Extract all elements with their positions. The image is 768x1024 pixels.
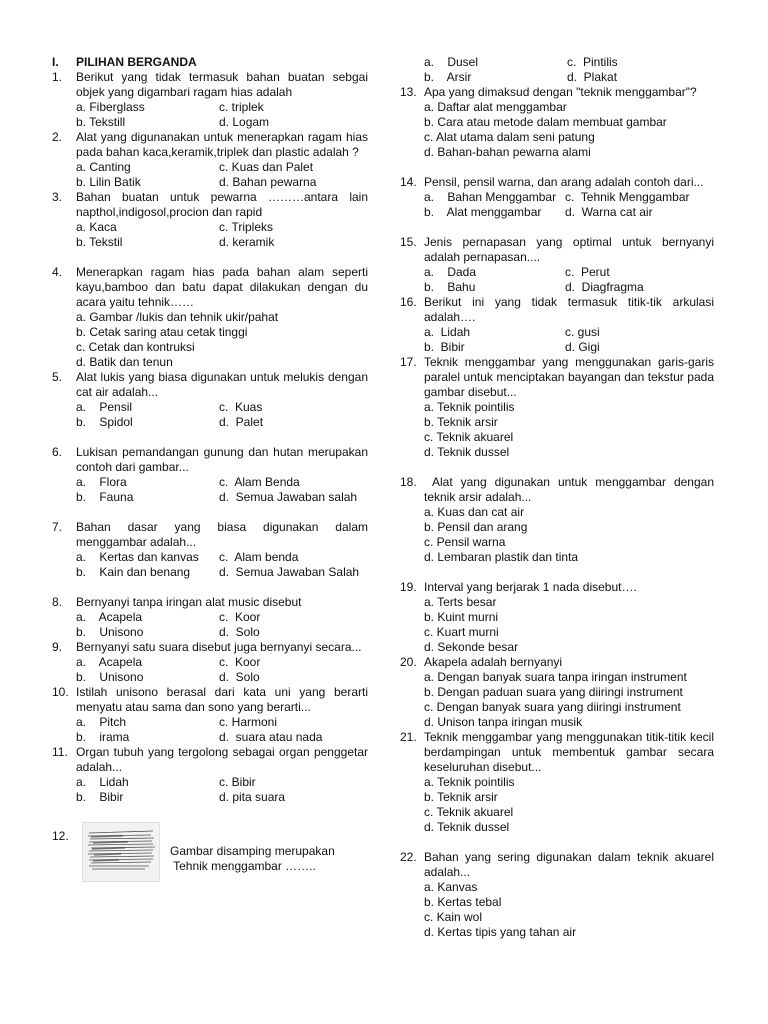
option-d[interactable]: d. keramik [219, 235, 275, 249]
option-a[interactable]: a. Fiberglass [76, 100, 145, 114]
option-row [52, 490, 368, 505]
option-row [400, 265, 714, 280]
option-a[interactable]: a. Dusel [424, 55, 479, 69]
question-stem: Bernyanyi tanpa iringan alat music disebut [76, 595, 302, 609]
option-row [52, 715, 368, 730]
question-stem: Bernyanyi satu suara disebut juga bernyanyi secara... [76, 640, 362, 654]
option-b[interactable]: b. Teknik arsir [424, 790, 498, 804]
option-a[interactable]: a. Bahan Menggambar [424, 190, 557, 204]
question-13 [400, 85, 714, 100]
question-10 [52, 685, 368, 715]
hatching-sample-drawing [83, 823, 159, 881]
question-16 [400, 295, 714, 325]
question-number: 20. [400, 655, 417, 669]
option-d[interactable]: d. suara atau nada [219, 730, 323, 744]
option-c[interactable]: c. Bibir [219, 775, 256, 789]
option-c[interactable]: c. Alam Benda [219, 475, 300, 489]
option-d[interactable]: d. Batik dan tenun [76, 355, 173, 369]
option-a[interactable]: a. Acapela [76, 610, 143, 624]
question-stem: Berikut ini yang tidak termasuk titik-tik arkulasi adalah…. [424, 295, 714, 324]
option-c[interactable]: c. Koor [219, 655, 261, 669]
option-a[interactable]: a. Pensil [76, 400, 133, 414]
option-row [52, 610, 368, 625]
option-b[interactable]: b. Spidol [76, 415, 133, 429]
option-row [52, 235, 368, 250]
option-b[interactable]: b. Fauna [76, 490, 134, 504]
option-a[interactable]: a. Kanvas [424, 880, 478, 894]
option-b[interactable]: b. Kain dan benang [76, 565, 191, 579]
option-b[interactable]: b. Unisono [76, 670, 144, 684]
question-stem: Jenis pernapasan yang optimal untuk bernyanyi adalah pernapasan.... [424, 235, 714, 264]
option-c[interactable]: c. Pensil warna [424, 535, 506, 549]
option-row [52, 775, 368, 790]
question-number: 17. [400, 355, 417, 369]
question-12 [52, 822, 368, 892]
option-a[interactable]: a. Pitch [76, 715, 127, 729]
question-number: 21. [400, 730, 417, 744]
option-a[interactable]: a. Terts besar [424, 595, 497, 609]
section-number: I. [52, 55, 59, 69]
option-c[interactable]: c. triplek [219, 100, 264, 114]
option-d[interactable]: d. Solo [219, 625, 260, 639]
option-c[interactable]: c. Teknik akuarel [424, 805, 514, 819]
section-heading [52, 55, 368, 70]
question-stem: Organ tubuh yang tergolong sebagai organ penggetar adalah... [76, 745, 368, 774]
option-d[interactable]: d. Teknik dussel [424, 820, 510, 834]
option-a[interactable]: a. Kuas dan cat air [424, 505, 525, 519]
option-a[interactable]: a. Teknik pointilis [424, 400, 515, 414]
left-column [52, 55, 368, 892]
question-stem: Pensil, pensil warna, dan arang adalah contoh dari... [424, 175, 704, 189]
question-stem: Menerapkan ragam hias pada bahan alam seperti kayu,bamboo dan batu dapat dilakukan dengan du acara yaitu tehnik…… [76, 265, 368, 309]
option-b[interactable]: b. Cara atau metode dalam membuat gambar [424, 115, 667, 129]
option-row [52, 730, 368, 745]
option-list [400, 775, 714, 835]
question-number: 5. [52, 370, 63, 384]
question-stem: Interval yang berjarak 1 nada disebut…. [424, 580, 637, 594]
option-a[interactable]: a. Teknik pointilis [424, 775, 515, 789]
option-c[interactable]: c. Kuas [219, 400, 263, 414]
question-number: 1. [52, 70, 63, 84]
option-d[interactable]: d. pita suara [219, 790, 286, 804]
option-b[interactable]: b. Kuint murni [424, 610, 499, 624]
question-number: 15. [400, 235, 417, 249]
question-number: 3. [52, 190, 63, 204]
option-d[interactable]: d. Solo [219, 670, 260, 684]
option-row [52, 670, 368, 685]
option-a[interactable]: a. Canting [76, 160, 131, 174]
question-stem: Bahan yang sering digunakan dalam teknik akuarel adalah... [424, 850, 714, 879]
option-c[interactable]: c. Harmoni [219, 715, 278, 729]
question-number: 14. [400, 175, 417, 189]
question-21 [400, 730, 714, 775]
option-b[interactable]: b. Arsir [424, 70, 472, 84]
option-b[interactable]: b. Pensil dan arang [424, 520, 528, 534]
question-stem: Teknik menggambar yang menggunakan garis-garis paralel untuk menciptakan bayangan dan tekstur pada gambar disebut... [424, 355, 714, 399]
option-list [400, 505, 714, 565]
question-stem: Apa yang dimaksud dengan "teknik menggambar"? [424, 85, 697, 99]
option-a[interactable]: a. Lidah [424, 325, 471, 339]
option-row [400, 70, 714, 85]
option-list [400, 670, 714, 730]
option-list [400, 880, 714, 940]
option-c[interactable]: c. Kuas dan Palet [219, 160, 314, 174]
option-row [52, 115, 368, 130]
option-row [52, 655, 368, 670]
option-row [52, 175, 368, 190]
option-a[interactable]: a. Kertas dan kanvas [76, 550, 199, 564]
question-number: 18. [400, 475, 417, 489]
question-9 [52, 640, 368, 655]
option-c[interactable]: c. gusi [565, 325, 600, 339]
option-row [52, 415, 368, 430]
option-b[interactable]: b. irama [76, 730, 130, 744]
question-number: 7. [52, 520, 63, 534]
question-stem: Teknik menggambar yang menggunakan titik-titik kecil berdampingan untuk membentuk gambar secara keseluruhan disebut... [424, 730, 714, 774]
option-a[interactable]: a. Daftar alat menggambar [424, 100, 567, 114]
question-number: 9. [52, 640, 63, 654]
option-row [400, 205, 714, 220]
option-d[interactable]: d. Bahan-bahan pewarna alami [424, 145, 591, 159]
hatching-sample-image [82, 822, 160, 882]
option-b[interactable]: b. Unisono [76, 625, 144, 639]
option-a[interactable]: a. Flora [76, 475, 127, 489]
option-b[interactable]: b. Lilin Batik [76, 175, 141, 189]
option-b[interactable]: b. Tekstil [76, 235, 123, 249]
option-row [400, 55, 714, 70]
option-a[interactable]: a. Acapela [76, 655, 143, 669]
option-c[interactable]: c. Tripleks [219, 220, 274, 234]
option-c[interactable]: c. Cetak dan kontruksi [76, 340, 195, 354]
question-stem: Bahan buatan untuk pewarna ………antara lain napthol,indigosol,procion dan rapid [76, 190, 368, 219]
option-list [52, 310, 368, 370]
option-row [52, 625, 368, 640]
question-22 [400, 850, 714, 880]
question-15 [400, 235, 714, 265]
option-a[interactable]: a. Dada [424, 265, 477, 279]
option-row [52, 565, 368, 580]
option-row [52, 790, 368, 805]
option-a[interactable]: a. Kaca [76, 220, 117, 234]
option-b[interactable]: b. Bahu [424, 280, 476, 294]
option-b[interactable]: b. Teknik arsir [424, 415, 498, 429]
option-d[interactable]: d. Logam [219, 115, 270, 129]
option-d[interactable]: d. Kertas tipis yang tahan air [424, 925, 577, 939]
option-row [52, 220, 368, 235]
option-d[interactable]: d. Palet [219, 415, 264, 429]
option-c[interactable]: c. Pintilis [567, 55, 618, 69]
option-c[interactable]: c. Koor [219, 610, 261, 624]
option-d[interactable]: d. Diagfragma [565, 280, 644, 294]
option-c[interactable]: c. Kain wol [424, 910, 483, 924]
question-stem: Bahan dasar yang biasa digunakan dalam menggambar adalah... [76, 520, 368, 549]
option-row [52, 400, 368, 415]
question-18 [400, 475, 718, 505]
option-row [52, 160, 368, 175]
question-number: 16. [400, 295, 417, 309]
option-d[interactable]: d. Plakat [567, 70, 618, 84]
option-a[interactable]: a. Dengan banyak suara tanpa iringan instrument [424, 670, 687, 684]
question-number: 11. [52, 745, 68, 759]
question-stem: Lukisan pemandangan gunung dan hutan merupakan contoh dari gambar... [76, 445, 368, 474]
question-17 [400, 355, 714, 400]
question-2 [52, 130, 368, 160]
option-c[interactable]: c. Kuart murni [424, 625, 499, 639]
option-list [400, 400, 714, 460]
option-d[interactable]: d. Gigi [565, 340, 600, 354]
option-c[interactable]: c. Tehnik Menggambar [565, 190, 690, 204]
option-b[interactable]: b. Bibir [424, 340, 465, 354]
option-c[interactable]: c. Teknik akuarel [424, 430, 514, 444]
option-b[interactable]: b. Bibir [76, 790, 124, 804]
question-number: 4. [52, 265, 63, 279]
option-c[interactable]: c. Alat utama dalam seni patung [424, 130, 595, 144]
option-row [52, 100, 368, 115]
option-d[interactable]: d. Warna cat air [565, 205, 653, 219]
question-number: 12. [52, 829, 69, 843]
section-title: PILIHAN BERGANDA [76, 55, 197, 69]
option-c[interactable]: c. Dengan banyak suara yang diiringi instrument [424, 700, 681, 714]
question-stem: Alat yang digunakan untuk menggambar dengan teknik arsir adalah... [424, 475, 718, 504]
option-list [400, 595, 714, 655]
option-c[interactable]: c. Perut [565, 265, 610, 279]
question-number: 2. [52, 130, 63, 144]
question-7 [52, 520, 368, 550]
option-b[interactable]: b. Dengan paduan suara yang diiringi instrument [424, 685, 683, 699]
option-a[interactable]: a. Lidah [76, 775, 129, 789]
question-number: 19. [400, 580, 417, 594]
question-stem: Akapela adalah bernyanyi [424, 655, 563, 669]
question-1 [52, 70, 368, 100]
question-stem-continued: Tehnik menggambar …….. [170, 859, 316, 873]
option-d[interactable]: d. Lembaran plastik dan tinta [424, 550, 579, 564]
right-column [400, 55, 718, 940]
question-number: 13. [400, 85, 417, 99]
option-row [400, 325, 714, 340]
option-d[interactable]: d. Bahan pewarna [219, 175, 317, 189]
option-a[interactable]: a. Gambar /lukis dan tehnik ukir/pahat [76, 310, 279, 324]
option-d[interactable]: d. Unison tanpa iringan musik [424, 715, 583, 729]
question-3 [52, 190, 368, 220]
question-number: 8. [52, 595, 63, 609]
option-row [400, 190, 714, 205]
option-d[interactable]: d. Teknik dussel [424, 445, 510, 459]
option-d[interactable]: d. Semua Jawaban Salah [219, 565, 360, 579]
question-stem: Alat lukis yang biasa digunakan untuk melukis dengan cat air adalah... [76, 370, 368, 399]
option-d[interactable]: d. Sekonde besar [424, 640, 519, 654]
option-row [52, 550, 368, 565]
option-b[interactable]: b. Tekstill [76, 115, 126, 129]
question-number: 22. [400, 850, 417, 864]
question-5 [52, 370, 368, 400]
question-6 [52, 445, 368, 475]
option-row [400, 280, 714, 295]
question-stem: Alat yang digunanakan untuk menerapkan ragam hias pada bahan kaca,keramik,triplek dan plastic adalah ? [76, 130, 368, 159]
option-b[interactable]: b. Alat menggambar [424, 205, 542, 219]
option-row [52, 475, 368, 490]
option-row [400, 340, 714, 355]
question-number: 6. [52, 445, 63, 459]
option-b[interactable]: b. Cetak saring atau cetak tinggi [76, 325, 248, 339]
question-11 [52, 745, 368, 775]
option-d[interactable]: d. Semua Jawaban salah [219, 490, 358, 504]
option-c[interactable]: c. Alam benda [219, 550, 299, 564]
question-12-text [170, 844, 335, 874]
question-stem: Istilah unisono berasal dari kata uni yang berarti menyatu atau sama dan sono yang berarti... [76, 685, 368, 714]
question-20 [400, 655, 714, 670]
question-stem: Gambar disamping merupakan [170, 844, 335, 858]
question-number: 10. [52, 685, 69, 699]
question-14 [400, 175, 714, 190]
question-stem: Berikut yang tidak termasuk bahan buatan sebgai objek yang digambari ragam hias adalah [76, 70, 368, 99]
option-list [400, 100, 714, 160]
question-19 [400, 580, 714, 595]
question-8 [52, 595, 368, 610]
option-b[interactable]: b. Kertas tebal [424, 895, 502, 909]
question-4 [52, 265, 368, 310]
